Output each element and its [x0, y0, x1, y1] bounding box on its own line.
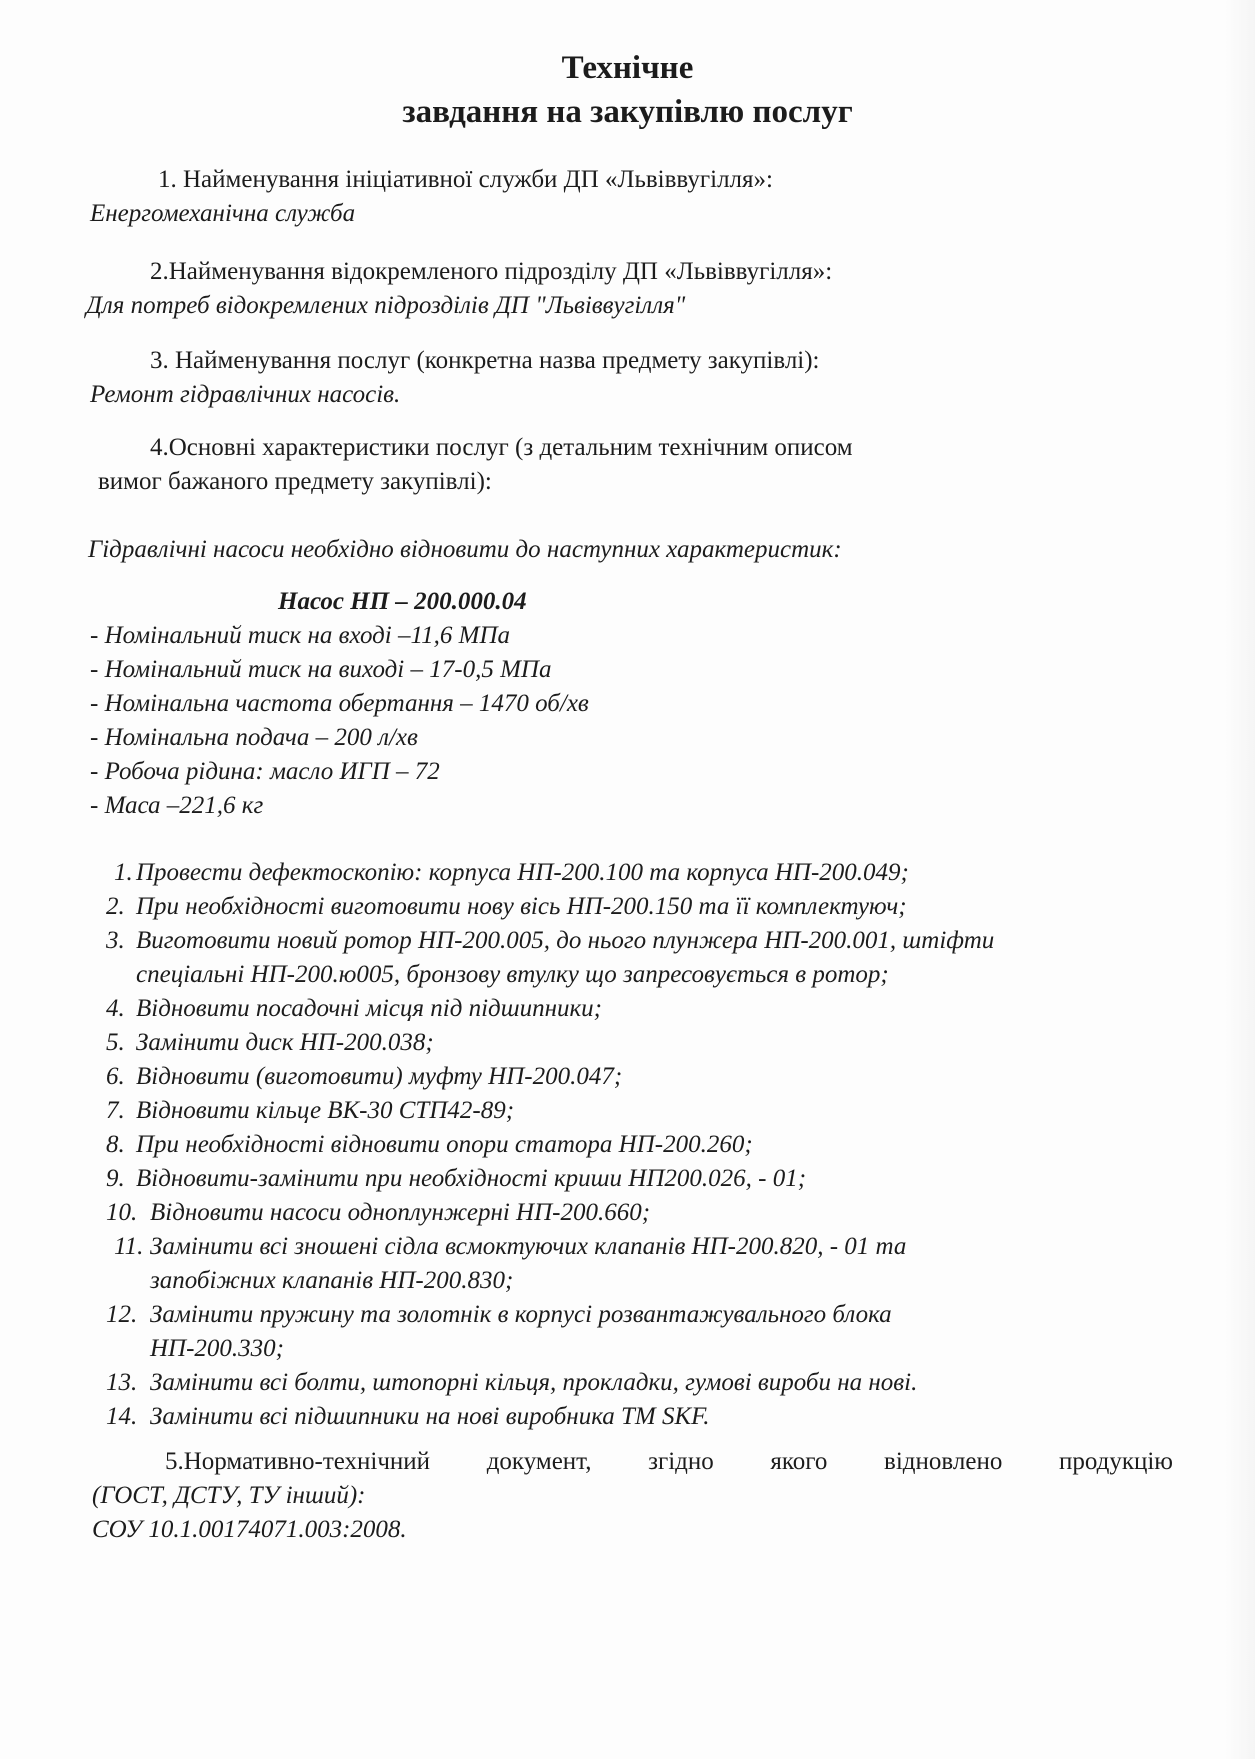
task-text: Відновити кільце ВК-30 СТП42-89;: [136, 1097, 515, 1124]
task-text: Відновити (виготовити) муфту НП-200.047;: [136, 1063, 623, 1090]
task-number: 13.: [106, 1369, 138, 1396]
scan-edge-shading: [1225, 0, 1255, 1759]
task-number: 14.: [106, 1403, 138, 1430]
spec-item: - Маса –221,6 кг: [90, 792, 264, 819]
task-text: Відновити насоси одноплунжерні НП-200.660;: [150, 1199, 651, 1226]
section4-intro: Гідравлічні насоси необхідно відновити до наступних характеристик:: [88, 536, 842, 563]
task-text: Замінити диск НП-200.038;: [136, 1029, 434, 1056]
task-text: При необхідності виготовити нову вісь НП-200.150 та її комплектуюч;: [136, 893, 907, 920]
spec-item: - Номінальна подача – 200 л/хв: [90, 724, 418, 751]
task-number: 12.: [106, 1301, 138, 1328]
section5-value: СОУ 10.1.00174071.003:2008.: [92, 1516, 407, 1543]
task-text: Відновити посадочні місця під підшипники;: [136, 995, 602, 1022]
task-text-continued: НП-200.330;: [150, 1335, 285, 1362]
task-number: 6.: [106, 1063, 125, 1090]
task-number: 2.: [106, 893, 125, 920]
section3-heading: 3. Найменування послуг (конкретна назва предмету закупівлі):: [150, 347, 820, 374]
task-text: Відновити-замінити при необхідності криши НП200.026, - 01;: [136, 1165, 807, 1192]
section4-heading-line1: 4.Основні характеристики послуг (з детальним технічним описом: [150, 434, 853, 461]
spec-item: - Номінальний тиск на виході – 17-0,5 МПа: [90, 656, 552, 683]
section1-heading: 1. Найменування ініціативної служби ДП «Львіввугілля»:: [158, 166, 773, 193]
task-number: 1.: [114, 859, 133, 886]
section5-heading-line2: (ГОСТ, ДСТУ, ТУ інший):: [92, 1482, 366, 1509]
task-text: Замінити всі зношені сідла всмоктуючих клапанів НП-200.820, - 01 та: [150, 1233, 907, 1260]
task-text: При необхідності відновити опори статора НП-200.260;: [136, 1131, 753, 1158]
task-number: 3.: [106, 927, 125, 954]
task-text-continued: спеціальні НП-200.ю005, бронзову втулку що запресовується в ротор;: [136, 961, 889, 988]
spec-item: - Робоча рідина: масло ИГП – 72: [90, 758, 440, 785]
section2-value: Для потреб відокремлених підрозділів ДП "Львіввугілля": [86, 292, 686, 319]
task-number: 7.: [106, 1097, 125, 1124]
task-text-continued: запобіжних клапанів НП-200.830;: [150, 1267, 514, 1294]
task-number: 5.: [106, 1029, 125, 1056]
pump-title: Насос НП – 200.000.04: [278, 588, 527, 615]
task-text: Замінити всі підшипники на нові виробника ТМ SKF.: [150, 1403, 710, 1430]
task-text: Виготовити новий ротор НП-200.005, до нього плунжера НП-200.001, штіфти: [136, 927, 995, 954]
task-text: Замінити пружину та золотнік в корпусі розвантажувального блока: [150, 1301, 892, 1328]
section1-value: Енергомеханічна служба: [90, 200, 356, 227]
document-title-line2: завдання на закупівлю послуг: [402, 94, 853, 130]
task-number: 10.: [106, 1199, 138, 1226]
spec-item: - Номінальна частота обертання – 1470 об/хв: [90, 690, 589, 717]
section4-heading-line2: вимог бажаного предмету закупівлі):: [98, 468, 492, 495]
task-number: 8.: [106, 1131, 125, 1158]
task-number: 4.: [106, 995, 125, 1022]
task-number: 11.: [114, 1233, 144, 1260]
spec-item: - Номінальний тиск на вході –11,6 МПа: [90, 622, 511, 649]
task-text: Провести дефектоскопію: корпуса НП-200.100 та корпуса НП-200.049;: [136, 859, 909, 886]
section2-heading: 2.Найменування відокремленого підрозділу ДП «Львіввугілля»:: [150, 258, 833, 285]
task-text: Замінити всі болти, штопорні кільця, прокладки, гумові вироби на нові.: [150, 1369, 918, 1396]
section3-value: Ремонт гідравлічних насосів.: [90, 381, 401, 408]
document-title-line1: Технічне: [561, 50, 694, 86]
task-number: 9.: [106, 1165, 125, 1192]
section5-heading-line1: 5.Нормативно-технічний документ, згідно якого відновлено продукцію: [165, 1448, 1173, 1475]
